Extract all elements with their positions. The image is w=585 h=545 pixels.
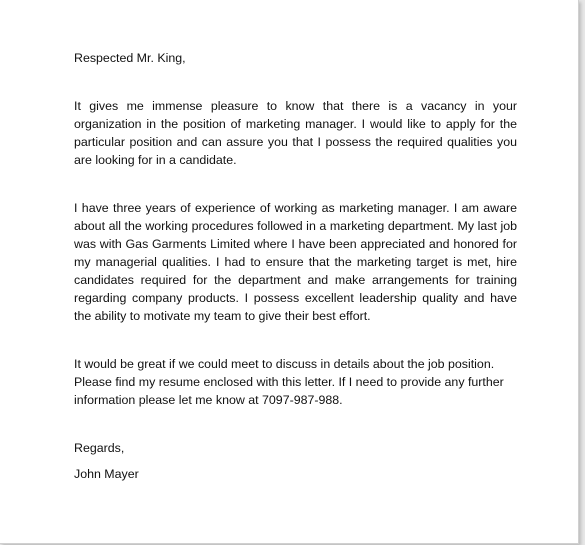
letter-paragraph-intro: It gives me immense pleasure to know that there is a vacancy in your organization in the position of marketing manager. I would like to apply for the particular position and can assure you that I possess the required qualities you are looking for in a candidate. (74, 99, 517, 167)
letter-paragraph-request: It would be great if we could meet to discuss in details about the job position. Please find my resume enclosed with this letter. If I need to provide any further information please let me know at 7097-987-988. (74, 357, 504, 407)
letter-closing: Regards, (74, 441, 125, 455)
letter-paragraph-experience: I have three years of experience of working as marketing manager. I am aware about all the working procedures followed in a marketing department. My last job was with Gas Garments Limited where I have been appreciated and honored for my managerial qualities. I had to ensure that the marketing target is met, hire candidates required for the department and make arrangements for training regarding company products. I possess excellent leadership quality and have the ability to motivate my team to give their best effort. (74, 201, 517, 323)
letter-signature-name: John Mayer (74, 467, 139, 481)
letter-body (74, 49, 517, 483)
letter-salutation: Respected Mr. King, (74, 51, 186, 65)
